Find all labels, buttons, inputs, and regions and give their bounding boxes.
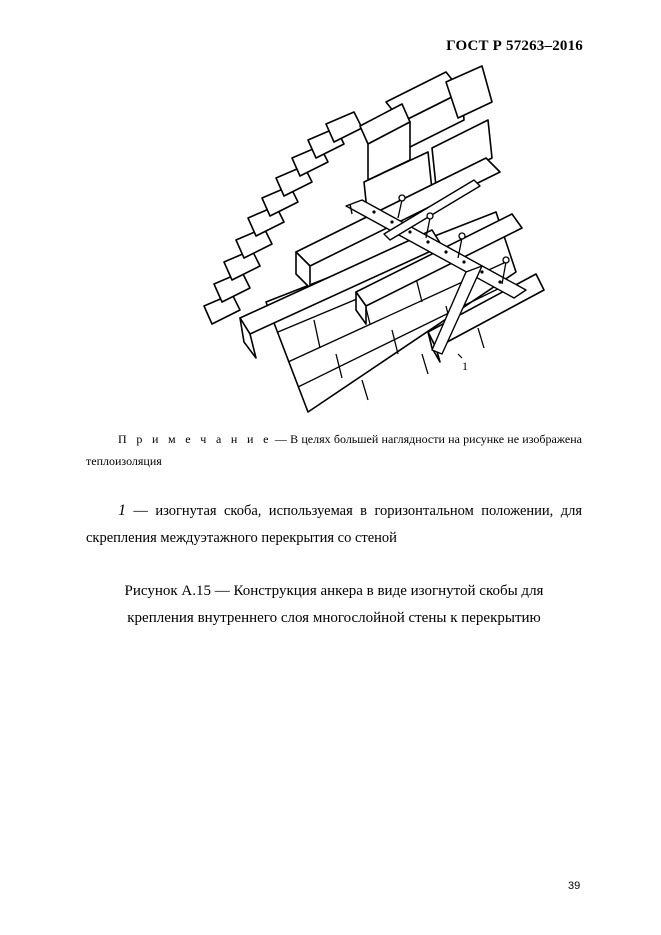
standard-code-header: ГОСТ Р 57263–2016	[446, 38, 583, 54]
callout-label: 1	[462, 359, 468, 373]
note-text: — В целях большей наглядности на рисунке не изображена теплоизоляция	[86, 432, 583, 468]
legend-item-text: — изогнутая скоба, используемая в горизонтальном положении, для скрепления междуэтажного перекрытия со стеной	[86, 503, 582, 546]
figure-legend	[86, 497, 582, 552]
figure-caption	[86, 578, 582, 632]
caption-line-1: Рисунок А.15 — Конструкция анкера в виде изогнутой скобы для	[124, 583, 544, 599]
anchor-bracket-illustration	[196, 62, 556, 414]
masonry-drawing	[196, 62, 556, 414]
legend-item-number: 1	[118, 502, 126, 519]
note-lead-word: П р и м е ч а н и е	[118, 432, 272, 446]
figure-note	[86, 428, 582, 472]
page-number: 39	[568, 880, 581, 892]
caption-line-2: крепления внутреннего слоя многослойной стены к перекрытию	[127, 610, 541, 626]
callout-leader	[458, 354, 462, 358]
